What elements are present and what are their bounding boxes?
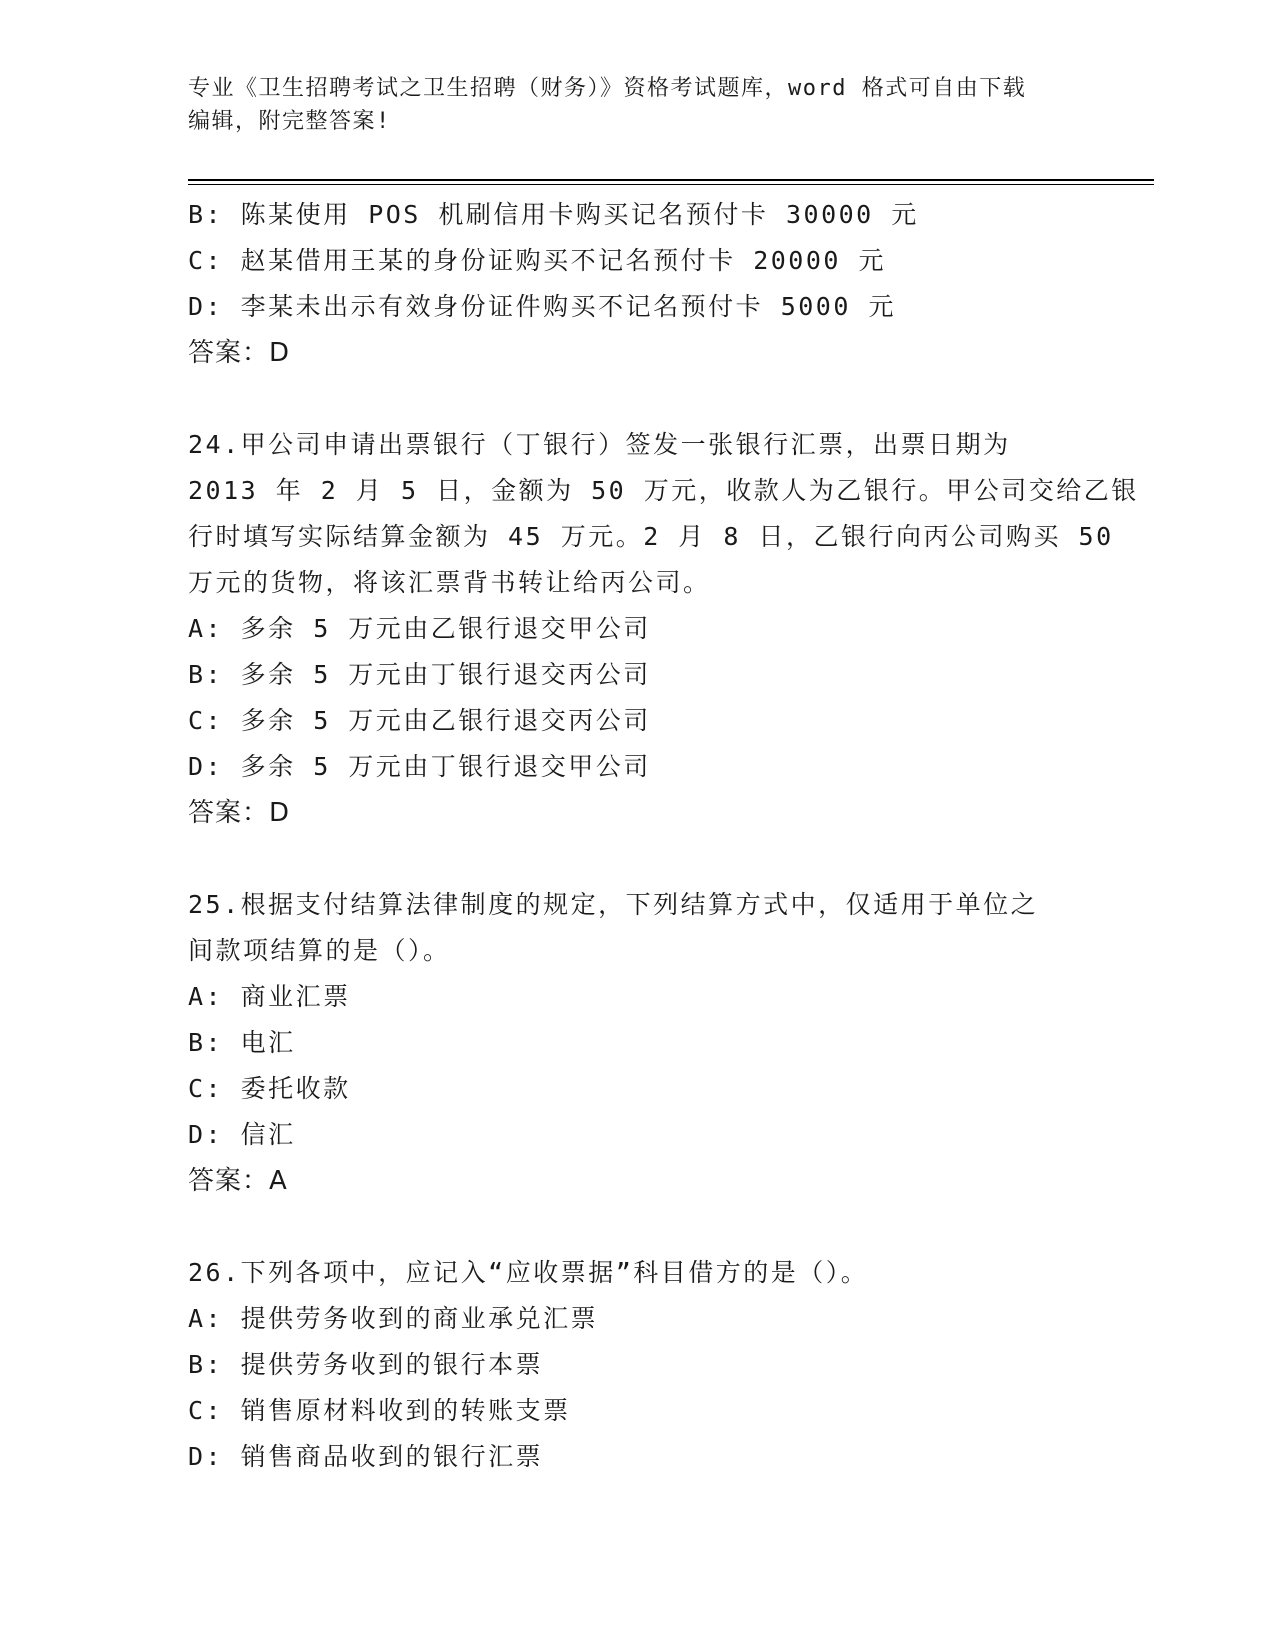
- option-b: B: 陈某使用 POS 机刷信用卡购买记名预付卡 30000 元: [188, 200, 919, 229]
- option-d: D: 信汇: [188, 1120, 296, 1149]
- answer: 答案：A: [188, 1166, 288, 1196]
- option-a: A: 提供劳务收到的商业承兑汇票: [188, 1304, 599, 1333]
- header-line: 编辑，附完整答案!: [188, 109, 391, 134]
- option-b: B: 多余 5 万元由丁银行退交丙公司: [188, 660, 651, 689]
- question-stem: 25.根据支付结算法律制度的规定，下列结算方式中，仅适用于单位之: [188, 890, 1039, 919]
- question-stem: 行时填写实际结算金额为 45 万元。2 月 8 日，乙银行向丙公司购买 50: [188, 522, 1114, 551]
- option-c: C: 赵某借用王某的身份证购买不记名预付卡 20000 元: [188, 246, 887, 275]
- option-c: C: 销售原材料收到的转账支票: [188, 1396, 571, 1425]
- question-stem: 万元的货物，将该汇票背书转让给丙公司。: [188, 568, 711, 597]
- option-d: D: 销售商品收到的银行汇票: [188, 1442, 544, 1471]
- option-c: C: 委托收款: [188, 1074, 351, 1103]
- answer: 答案：D: [188, 338, 291, 368]
- spacer: [188, 376, 1088, 422]
- option-a: A: 多余 5 万元由乙银行退交甲公司: [188, 614, 651, 643]
- question-stem: 26.下列各项中，应记入“应收票据”科目借方的是（）。: [188, 1258, 869, 1287]
- question-stem: 24.甲公司申请出票银行（丁银行）签发一张银行汇票，出票日期为: [188, 430, 1011, 459]
- spacer: [188, 1204, 1088, 1250]
- page-header: [188, 72, 1088, 138]
- question-stem: 2013 年 2 月 5 日，金额为 50 万元，收款人为乙银行。甲公司交给乙银: [188, 476, 1139, 505]
- question-26: [188, 1250, 1088, 1480]
- option-c: C: 多余 5 万元由乙银行退交丙公司: [188, 706, 651, 735]
- option-b: B: 提供劳务收到的银行本票: [188, 1350, 544, 1379]
- spacer: [188, 836, 1088, 882]
- header-rule-thin: [188, 184, 1154, 185]
- question-25: [188, 882, 1088, 1204]
- question-list: [188, 192, 1139, 1480]
- option-a: A: 商业汇票: [188, 982, 351, 1011]
- option-b: B: 电汇: [188, 1028, 296, 1057]
- answer: 答案：D: [188, 798, 291, 828]
- question-stem: 间款项结算的是（）。: [188, 936, 451, 965]
- option-d: D: 李某未出示有效身份证件购买不记名预付卡 5000 元: [188, 292, 896, 321]
- question-23: [188, 192, 1088, 376]
- header-line: 专业《卫生招聘考试之卫生招聘（财务）》资格考试题库，word 格式可自由下载: [188, 76, 1027, 101]
- option-d: D: 多余 5 万元由丁银行退交甲公司: [188, 752, 651, 781]
- question-24: [188, 422, 1139, 836]
- header-rule-thick: [188, 179, 1154, 181]
